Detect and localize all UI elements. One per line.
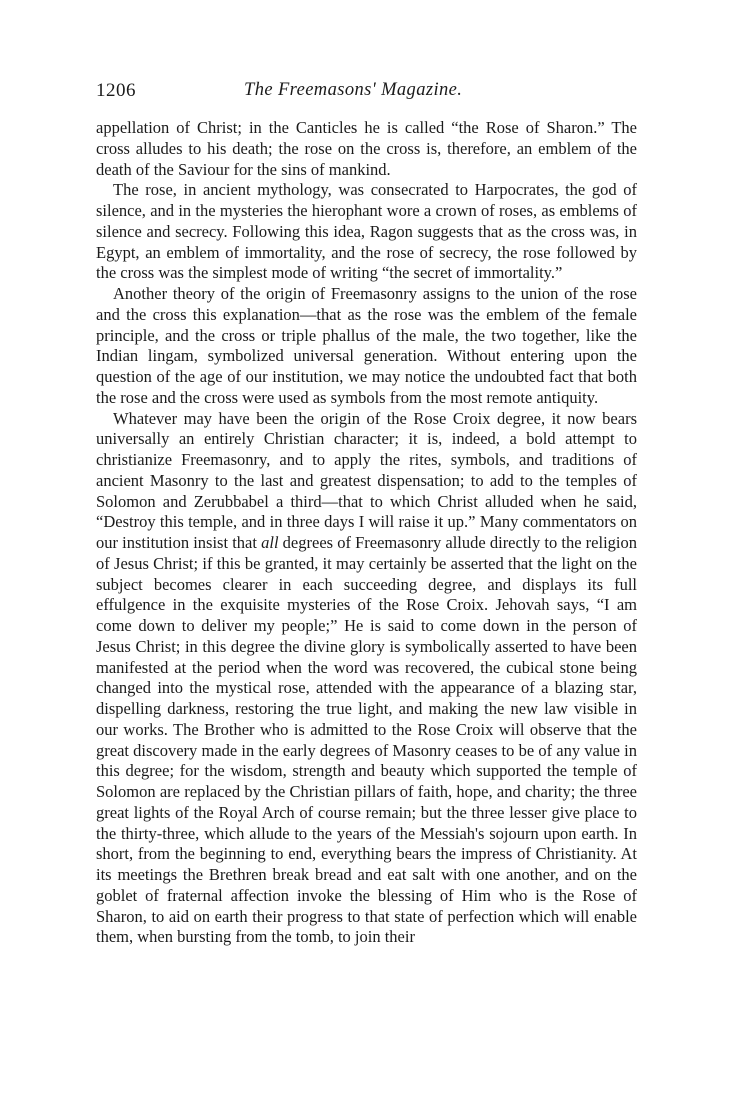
- paragraph-4: [96, 409, 637, 949]
- paragraph-text: degrees of Freemasonry allude directly to the religion of Jesus Christ; if this be granted, it may certainly be asserted that the light on the subject becomes clearer in each succeeding degree, and displays its full effulgence in the exquisite mysteries of the Rose Croix. Jehovah says, “I am come down to deliver my people;” He is said to come down in the person of Jesus Christ; in this degree the divine glory is symbolically asserted to have been manifested at the period when the word was recovered, the cubical stone being changed into the mystical rose, attended with the appearance of a blazing star, dispelling darkness, restoring the true light, and making the new law visible in our works. The Brother who is admitted to the Rose Croix will observe that the great discovery made in the early degrees of Masonry ceases to be of any value in this degree; for the wisdom, strength and beauty which supported the temple of Solomon are replaced by the Christian pillars of faith, hope, and charity; the three great lights of the Royal Arch of course remain; but the three lesser give place to the thirty-three, which allude to the years of the Messiah's sojourn upon earth. In short, from the beginning to end, everything bears the impress of Christianity. At its meetings the Brethren break bread and eat salt with one another, and on the goblet of fraternal affection invoke the blessing of Him who is the Rose of Sharon, to aid on earth their progress to that state of perfection which will enable them, when bursting from the tomb, to join their: [96, 533, 638, 947]
- paragraph-text: The rose, in ancient mythology, was consecrated to Harpocrates, the god of silence, and in the mysteries the hierophant wore a crown of roses, as emblems of silence and secrecy. Following this idea, Ragon suggests that as the cross was, in Egypt, an emblem of immortality, and the rose of secrecy, the rose followed by the cross was the simplest mode of writing “the secret of immortality.”: [96, 180, 637, 283]
- paragraph-1: [96, 118, 637, 180]
- emphasized-word: all: [261, 533, 279, 552]
- paragraph-text: Whatever may have been the origin of the Rose Croix degree, it now bears universally an entirely Christian character; it is, indeed, a bold attempt to christianize Freemasonry, and to apply the rites, symbols, and traditions of ancient Masonry to the last and greatest dispensation; to add to the temples of Solomon and Zerubbabel a third—that to which Christ alluded when he said, “Destroy this temple, and in three days I will raise it up.” Many commentators on our institution insist that: [96, 408, 637, 552]
- paragraph-text: appellation of Christ; in the Canticles he is called “the Rose of Sharon.” The cross alludes to his death; the rose on the cross is, therefore, an emblem of the death of the Saviour for the sins of mankind.: [96, 118, 637, 179]
- running-title: The Freemasons' Magazine.: [244, 80, 463, 100]
- page-number: 1206: [96, 80, 136, 101]
- paragraph-text: Another theory of the origin of Freemasonry assigns to the union of the rose and the cross this explanation—that as the rose was the emblem of the female principle, and the cross or triple phallus of the male, the two together, like the Indian lingam, symbolized universal generation. Without entering upon the question of the age of our institution, we may notice the undoubted fact that both the rose and the cross were used as symbols from the most remote antiquity.: [96, 284, 637, 407]
- article-body: [96, 118, 637, 948]
- page-header: [96, 80, 637, 106]
- paragraph-3: [96, 284, 637, 409]
- paragraph-2: [96, 180, 637, 284]
